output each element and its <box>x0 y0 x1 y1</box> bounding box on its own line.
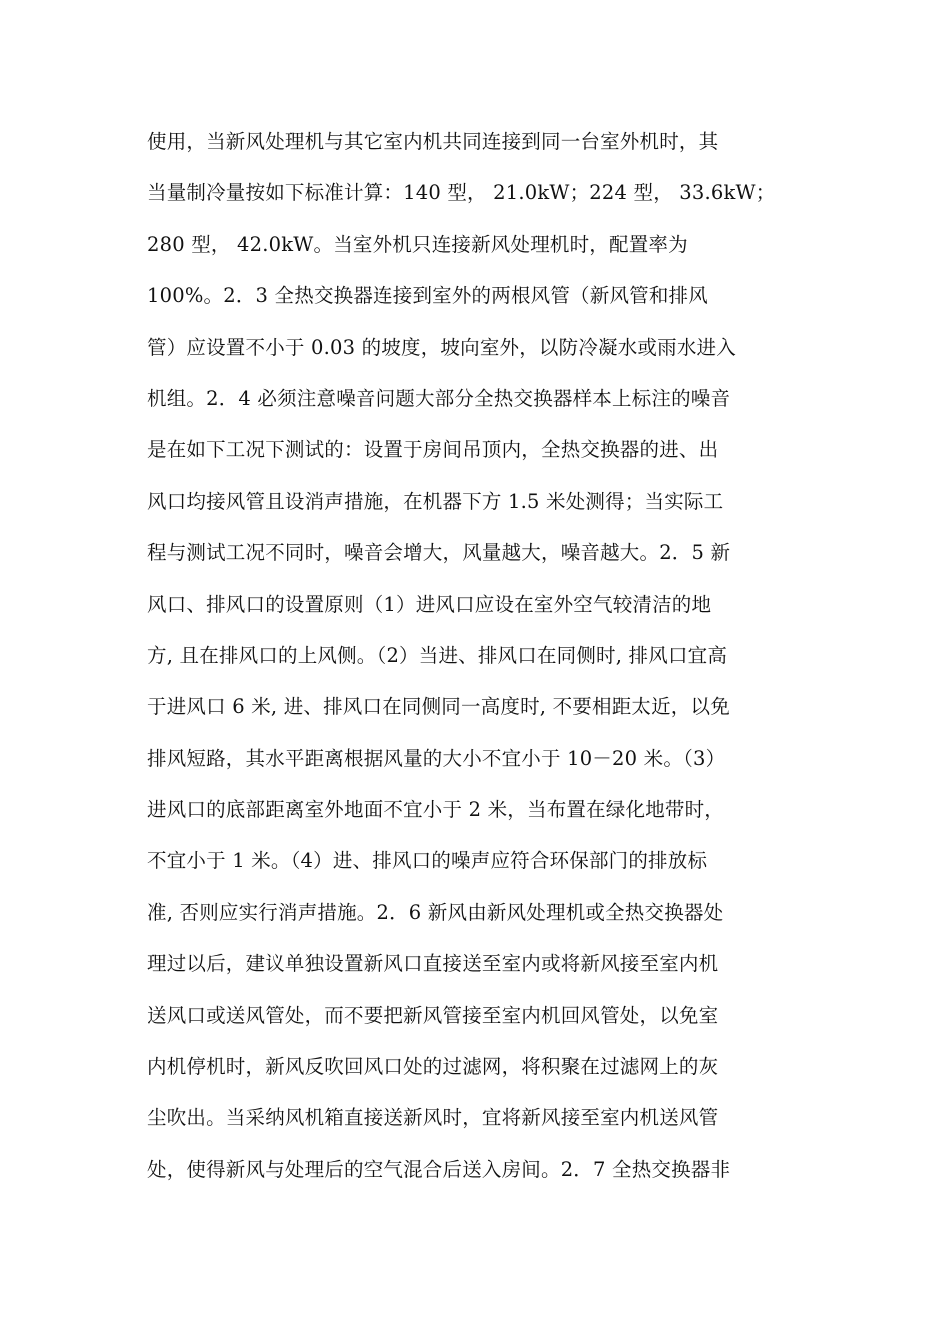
text-line: 送风口或送风管处，而不要把新风管接至室内机回风管处，以免室 <box>147 1003 719 1027</box>
text-line: 理过以后，建议单独设置新风口直接送至室内或将新风接至室内机 <box>147 952 719 976</box>
text-line: 是在如下工况下测试的：设置于房间吊顶内，全热交换器的进、出 <box>147 438 719 462</box>
text-line: 管）应设置不小于 0.03 的坡度，坡向室外，以防冷凝水或雨水进入 <box>147 335 736 359</box>
text-line: 100%。2．3 全热交换器连接到室外的两根风管（新风管和排风 <box>147 284 708 308</box>
text-line: 机组。2．4 必须注意噪音问题大部分全热交换器样本上标注的噪音 <box>147 386 731 410</box>
text-line: 风口均接风管且设消声措施，在机器下方 1.5 米处测得；当实际工 <box>147 489 724 513</box>
text-line: 当量制冷量按如下标准计算：140 型， 21.0kW；224 型， 33.6kW； <box>147 181 776 205</box>
text-line: 不宜小于 1 米。（4）进、排风口的噪声应符合环保部门的排放标 <box>147 849 708 873</box>
text-line: 尘吹出。当采纳风机箱直接送新风时，宜将新风接至室内机送风管 <box>147 1106 719 1130</box>
text-line: 280 型， 42.0kW。当室外机只连接新风处理机时，配置率为 <box>147 232 688 256</box>
text-line: 程与测试工况不同时，噪音会增大，风量越大，噪音越大。2．5 新 <box>147 541 731 565</box>
text-line: 方, 且在排风口的上风侧。（2）当进、排风口在同侧时, 排风口宜高 <box>147 643 728 667</box>
body-text <box>147 116 827 1195</box>
text-line: 处，使得新风与处理后的空气混合后送入房间。2．7 全热交换器非 <box>147 1157 731 1181</box>
text-line: 风口、排风口的设置原则（1）进风口应设在室外空气较清洁的地 <box>147 592 712 616</box>
text-line: 内机停机时，新风反吹回风口处的过滤网，将积聚在过滤网上的灰 <box>147 1055 719 1079</box>
text-line: 使用，当新风处理机与其它室内机共同连接到同一台室外机时，其 <box>147 130 719 153</box>
text-line: 进风口的底部距离室外地面不宜小于 2 米，当布置在绿化地带时， <box>147 798 725 822</box>
text-line: 于进风口 6 米, 进、排风口在同侧同一高度时, 不要相距太近，以免 <box>147 695 730 719</box>
text-line: 排风短路，其水平距离根据风量的大小不宜小于 10－20 米。（3） <box>147 746 726 770</box>
text-line: 准, 否则应实行消声措施。2．6 新风由新风处理机或全热交换器处 <box>147 900 724 924</box>
